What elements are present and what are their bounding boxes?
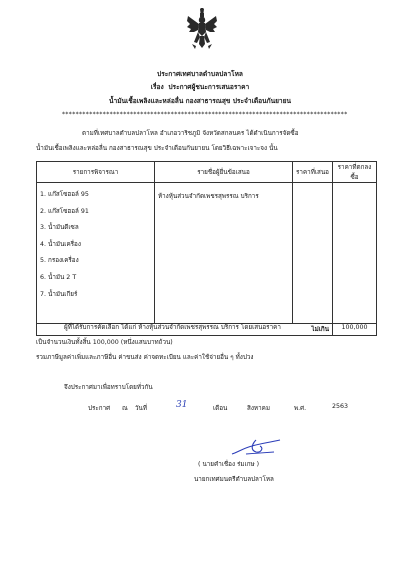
list-item: 4. น้ำมันเครื่อง bbox=[40, 240, 81, 248]
list-item: 3. น้ำมันดีเซล bbox=[40, 224, 79, 232]
total-value: 100,000 bbox=[333, 324, 377, 336]
year-label: พ.ศ. bbox=[294, 405, 307, 412]
subject-text: ประกาศผู้ชนะการเสนอราคา bbox=[168, 83, 250, 91]
at-label: ณ bbox=[122, 405, 128, 412]
garuda-emblem-icon bbox=[186, 8, 218, 54]
list-item: 6. น้ำมัน 2 T bbox=[40, 273, 77, 281]
column-header-agreed-price: ราคาที่ตกลงซื้อ bbox=[333, 162, 377, 183]
bidder-cell: ห้างหุ้นส่วนจำกัดเพชรสุพรรณ บริการ bbox=[155, 183, 293, 324]
announce-label: ประกาศ bbox=[88, 405, 111, 412]
month-label: เดือน bbox=[213, 405, 228, 412]
tax-note-line: รวมภาษีมูลค่าเพิ่มและภาษีอื่น ค่าขนส่ง ค่าจดทะเบียน และค่าใช้จ่ายอื่น ๆ ทั้งปวง bbox=[36, 354, 254, 361]
list-item: 7. น้ำมันเกียร์ bbox=[40, 290, 78, 298]
month-value: สิงหาคม bbox=[247, 405, 270, 412]
signatory-position: นายกเทศมนตรีตำบลปลาโหล bbox=[194, 476, 274, 483]
column-header-offered-price: ราคาที่เสนอ bbox=[293, 162, 333, 183]
document-title: น้ำมันเชื้อเพลิงและหล่อลื่น กองสาธารณสุข ประจำเดือนกันยายน bbox=[108, 97, 292, 105]
year-value: 2563 bbox=[332, 403, 349, 410]
offered-price-cell bbox=[293, 183, 333, 324]
day-label: วันที่ bbox=[135, 405, 147, 412]
day-value: 31 bbox=[176, 400, 188, 410]
amount-line: เป็นจำนวนเงินทั้งสิ้น 100,000 (หนึ่งแสนบาทถ้วน) bbox=[36, 339, 173, 346]
list-item: 1. แก๊สโซฮอล์ 95 bbox=[40, 191, 89, 198]
intro-paragraph-line2: น้ำมันเชื้อเพลิงและหล่อลื่น กองสาธารณสุข ประจำเดือนกันยายน โดยวิธีเฉพาะเจาะจง นั้น bbox=[36, 145, 278, 152]
signatory-name: ( นายคำเชื่อง ร่มเกษ ) bbox=[198, 461, 260, 468]
column-header-bidders: รายชื่อผู้ยื่นข้อเสนอ bbox=[155, 162, 293, 183]
agreed-price-cell bbox=[333, 183, 377, 324]
procurement-table bbox=[36, 161, 377, 336]
list-item: 2. แก๊สโซฮอล์ 91 bbox=[40, 207, 89, 215]
subject-line bbox=[0, 81, 400, 92]
separator-line: ************************************************************************************ bbox=[62, 111, 348, 118]
intro-paragraph-line1: ตามที่เทศบาลตำบลปลาโหล อำเภอวาริชภูมิ จังหวัดสกลนคร ได้ดำเนินการจัดซื้อ bbox=[82, 130, 299, 137]
winner-line: ผู้ที่ได้รับการคัดเลือก ได้แก่ ห้างหุ้นส่วนจำกัดเพชรสุพรรณ บริการ โดยเสนอราคา bbox=[64, 324, 281, 331]
table-row bbox=[37, 183, 377, 324]
column-header-items: รายการพิจารณา bbox=[37, 162, 155, 183]
table-header-row bbox=[37, 162, 377, 183]
announcement-text: จึงประกาศมาเพื่อทราบโดยทั่วกัน bbox=[64, 384, 153, 391]
list-item: 5. กรองเครื่อง bbox=[40, 257, 79, 265]
subject-prefix: เรื่อง bbox=[150, 83, 164, 91]
agency-announcement-heading: ประกาศเทศบาลตำบลปลาโหล bbox=[157, 70, 243, 78]
handwritten-signature bbox=[228, 438, 284, 458]
total-label: ไม่เกิน bbox=[37, 324, 333, 336]
items-cell bbox=[37, 183, 155, 324]
